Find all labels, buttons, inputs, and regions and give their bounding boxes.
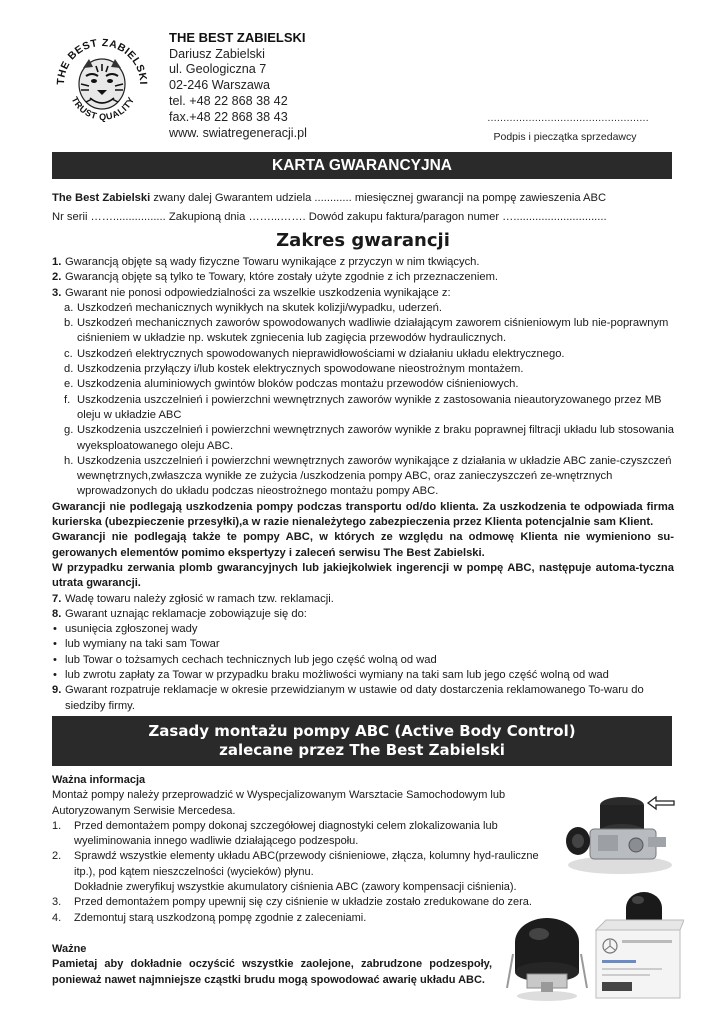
exclusion-letter: c.: [64, 347, 73, 360]
term-number: 1.: [52, 256, 62, 268]
exclusion-text: Uszkodzeń elektrycznych spowodowanych nieprawidłowościami w działaniu układu elektrycznego.: [77, 347, 565, 360]
exclusion-text: Uszkodzenia uszczelnień i powierzchni wewnętrznych zaworów wynikające z działania w układzie ABC zanie-czyszczeń wewnętrznych,zwłaszcza wynikłe ze zużycia /uszkodzenia pompy ABC, oraz zanieczyszczeń ze-wnętrznych wprowadzonych do układu podczas nieostrożnego montażu pompy ABC.: [77, 454, 672, 498]
signature-line: ……………………………………………: [487, 113, 649, 124]
term-text: Wadę towaru należy zgłosić w ramach tzw. reklamacji.: [65, 592, 334, 605]
installation-title-line-1: Zasady montażu pompy ABC (Active Body Control): [148, 722, 576, 740]
term-text: Gwarant rozpatruje reklamacje w okresie przewidzianym w ustawie od daty dostarczenia reklamowanego To-waru do siedziby firmy.: [65, 684, 644, 712]
refusal-exclusion: Gwarancji nie podlegają także te pompy ABC, w których ze względu na odmowę Klienta nie wymieniono su-gerowanych elementów pomimo ekspertyzy i zaleceń serwisu The Best Zabielski.: [52, 531, 674, 559]
warranty-terms: [52, 255, 674, 714]
company-phone: tel. +48 22 868 38 42: [169, 94, 288, 109]
exclusion-letter: g.: [64, 424, 74, 437]
term-7: [52, 592, 674, 607]
exclusion-text: Uszkodzenia uszczelnień i powierzchni wewnętrznych zaworów wynikłe z zastosowania nieautoryzowanego przez MB oleju w układzie ABC: [77, 393, 662, 421]
term-text: Gwarant nie ponosi odpowiedzialności za wszelkie uszkodzenia wynikające z:: [65, 286, 451, 299]
exclusion-text: Uszkodzeń mechanicznych wynikłych na skutek kolizji/wypadku, uderzeń.: [77, 301, 443, 314]
intro-line-2: Nr serii ……................. Zakupioną dnia ……...……. Dowód zakupu faktura/paragon numer …..............................: [52, 211, 607, 223]
term-text: Gwarant uznając reklamacje zobowiązuje się do:: [65, 607, 307, 620]
seal-exclusion: W przypadku zerwania plomb gwarancyjnych lub jakiejkolwiek ingerencji w pompę ABC, następuje automa-tyczna utrata gwarancji.: [52, 561, 674, 590]
term-1: [52, 255, 674, 270]
transport-exclusion: Gwarancji nie podlegają uszkodzenia pompy podczas transportu od/do klienta. Za uszkodzenia te odpowiada firma kurierska (ubezpieczenie przesyłki),a w razie nienależytego zabezpieczenia przez Klienta potencjalnie sam Klient.: [52, 500, 674, 529]
step-text: Przed demontażem pompy dokonaj szczegółowej diagnostyki celem zlokalizowania lub wyeliminowania innego wadliwie działającego podzespołu.: [74, 819, 498, 848]
step-text: Dokładnie zweryfikuj wszystkie akumulatory ciśnienia ABC (zawory kompensacji ciśnienia).: [74, 881, 517, 894]
term-text: Gwarancją objęte są wady fizyczne Towaru wynikające z przyczyn w nim tkwiących.: [65, 256, 480, 268]
bullet-icon: •: [53, 623, 57, 636]
step-text: Zdemontuj starą uszkodzoną pompę zgodnie z zaleceniami.: [74, 911, 367, 924]
term-3: [52, 286, 674, 301]
bullet-icon: •: [53, 669, 57, 682]
term-2: [52, 270, 674, 285]
warning-text: Pamietaj aby dokładnie oczyścić wszystkie zaolejone, zabrudzone podzespoły, ponieważ nawet najmniejsze cząstki brudu mogą spowodować awarię układu ABC.: [52, 958, 492, 986]
company-name: THE BEST ZABIELSKI: [169, 30, 306, 45]
installation-intro: Montaż pompy należy przeprowadzić w Wyspecjalizowanym Warsztacie Samochodowym lub Autoryzowanym Serwisie Mercedesa.: [52, 789, 506, 817]
company-website: www. swiatregeneracji.pl: [169, 126, 307, 141]
exclusion-item: [52, 347, 674, 362]
company-fax: fax.+48 22 868 38 43: [169, 110, 288, 125]
important-info-heading: Ważna informacja: [52, 774, 146, 786]
exclusion-letter: f.: [64, 393, 71, 406]
logo-arc-top: THE BEST ZABIELSKI: [54, 36, 150, 86]
company-street: ul. Geologiczna 7: [169, 62, 267, 77]
term-number: 8.: [52, 607, 62, 620]
term-number: 9.: [52, 684, 62, 697]
remedy-text: lub wymiany na taki sam Towar: [65, 638, 220, 651]
bullet-icon: •: [53, 653, 57, 666]
seller-signature: [487, 113, 649, 144]
arrow-left-icon: [648, 797, 674, 809]
term-text: Gwarancją objęte są tylko te Towary, które zostały użyte zgodnie z ich przeznaczeniem.: [65, 271, 498, 284]
remedy-text: lub Towar o tożsamych cechach technicznych lub jego część wolną od wad: [65, 653, 437, 666]
company-owner: Dariusz Zabielski: [169, 46, 265, 61]
exclusion-letter: a.: [64, 301, 74, 314]
signature-label: Podpis i pieczątka sprzedawcy: [493, 131, 637, 143]
remedy-text: lub zwrotu zapłaty za Towar w przypadku braku możliwości wymiany na taki sam lub jego część wolną od wad: [65, 669, 609, 682]
intro-text: zwany dalej Gwarantem udziela ............ miesięcznej gwarancji na pompę zawieszenia ABC: [150, 192, 607, 204]
step-number: [52, 880, 74, 895]
exclusion-text: Uszkodzeń mechanicznych zaworów spowodowanych wadliwie działającym zaworem ciśnieniowym lub nie-poprawnym ciśnieniem w układzie np. wskutek zgniecenia lub zagięcia przewodów hydraulicznych.: [77, 317, 669, 345]
company-info: [169, 30, 307, 142]
intro-brand: The Best Zabielski: [52, 192, 151, 204]
term-8: [52, 607, 674, 622]
installation-step: [52, 849, 572, 880]
exclusion-letter: h.: [64, 454, 74, 467]
remedy-text: usunięcia zgłoszonej wady: [65, 623, 198, 636]
installation-step: [52, 880, 572, 895]
company-logo: [50, 28, 154, 132]
remedy-item: [52, 637, 674, 652]
step-text: Przed demontażem pompy upewnij się czy ciśnienie w układzie zostało zredukowane do zera.: [74, 896, 532, 909]
exclusion-item: [52, 362, 674, 377]
installation-title: [52, 716, 672, 766]
abc-pump-photo: [560, 785, 680, 877]
term-number: 2.: [52, 271, 62, 284]
installation-step: [52, 819, 572, 850]
exclusion-letter: d.: [64, 363, 74, 376]
exclusion-item: [52, 316, 674, 347]
exclusion-item: [52, 454, 674, 500]
step-number: 3.: [52, 896, 62, 909]
company-city: 02-246 Warszawa: [169, 78, 271, 93]
term-9: [52, 683, 674, 714]
warranty-card-title: KARTA GWARANCYJNA: [52, 152, 672, 179]
installation-step: [52, 895, 572, 910]
exclusion-item: [52, 377, 674, 392]
pressure-accumulator-photo: [503, 914, 591, 1004]
remedy-item: [52, 653, 674, 668]
cleaning-warning: [52, 942, 492, 988]
warning-heading: Ważne: [52, 942, 87, 955]
exclusion-item: [52, 423, 674, 454]
exclusion-text: Uszkodzenia przyłączy i/lub kostek elektrycznych spowodowane nieostrożnym montażem.: [77, 363, 524, 376]
intro-line-1: [52, 191, 674, 206]
exclusion-text: Uszkodzenia uszczelnień i powierzchni wewnętrznych zaworów wynikłe z braku poprawnej filtracji układu lub stosowania wyeksploatowanego oleju ABC.: [77, 424, 674, 452]
installation-title-line-2: zalecane przez The Best Zabielski: [219, 741, 505, 759]
scope-title: Zakres gwarancji: [276, 230, 450, 251]
step-number: 2.: [52, 850, 62, 863]
term-number: 7.: [52, 592, 62, 605]
exclusion-letter: e.: [64, 378, 74, 391]
exclusion-item: [52, 301, 674, 316]
step-number: 4.: [52, 911, 62, 924]
exclusion-item: [52, 393, 674, 424]
accumulator-with-box-photo: [592, 886, 684, 1006]
step-text: Sprawdź wszystkie elementy układu ABC(przewody ciśnieniowe, złącza, kolumny hyd-rauliczne itp.), pod kątem nieszczelności (wycieków) płynu.: [74, 850, 539, 878]
installation-rules: [52, 773, 572, 988]
remedy-item: [52, 668, 674, 683]
tiger-head-icon: [79, 59, 125, 109]
term-number: 3.: [52, 286, 62, 299]
bullet-icon: •: [53, 638, 57, 651]
installation-step: [52, 911, 572, 926]
exclusion-letter: b.: [64, 317, 74, 330]
step-number: 1.: [52, 819, 62, 832]
exclusion-text: Uszkodzenia aluminiowych gwintów bloków podczas montażu przewodów ciśnieniowych.: [77, 378, 519, 391]
remedy-item: [52, 622, 674, 637]
logo-arc-bottom: TRUST QUALITY: [69, 95, 137, 122]
